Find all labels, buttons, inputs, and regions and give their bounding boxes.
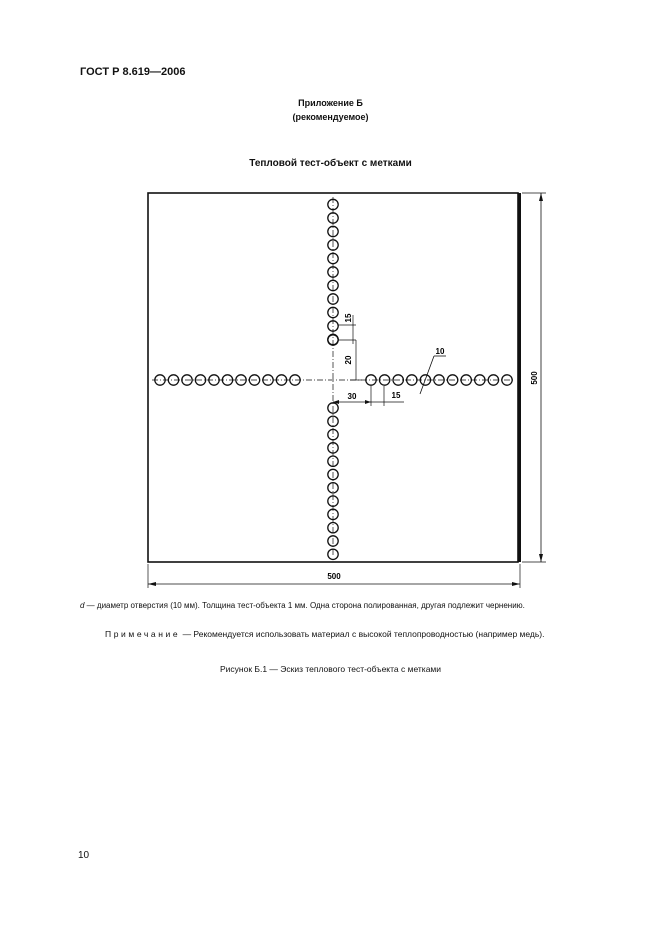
plate-thickness-edge (518, 193, 521, 562)
dimension-hole-diameter: 10 (435, 347, 445, 356)
appendix-title: Приложение Б (298, 98, 363, 108)
document-header: ГОСТ Р 8.619—2006 (80, 66, 186, 78)
dimension-width: 500 (327, 572, 341, 581)
dimension-height: 500 (530, 371, 539, 385)
figure-caption: Рисунок Б.1 — Эскиз теплового тест-объекта с метками (219, 664, 442, 674)
figure-title: Тепловой тест-объект с метками (249, 158, 412, 169)
dimension-horizontal-pitch: 15 (391, 391, 401, 400)
diameter-symbol: d (80, 601, 85, 610)
dimension-offset-y: 20 (344, 355, 353, 365)
page-number: 10 (78, 850, 90, 861)
note-label: Примечание (105, 629, 181, 639)
dimension-hole-pitch: 15 (344, 313, 353, 323)
diameter-note (80, 601, 525, 610)
recommendation-note (80, 627, 614, 641)
diameter-note-text: — диаметр отверстия (10 мм). Толщина тест-объекта 1 мм. Одна сторона полированная, другая подлежит чернению. (84, 601, 525, 610)
note-text: — Рекомендуется использовать материал с высокой теплопроводностью (например медь). (180, 629, 545, 639)
holes-group (155, 199, 512, 559)
appendix-subtitle: (рекомендуемое) (292, 112, 369, 122)
dimension-offset-x: 30 (347, 392, 357, 401)
